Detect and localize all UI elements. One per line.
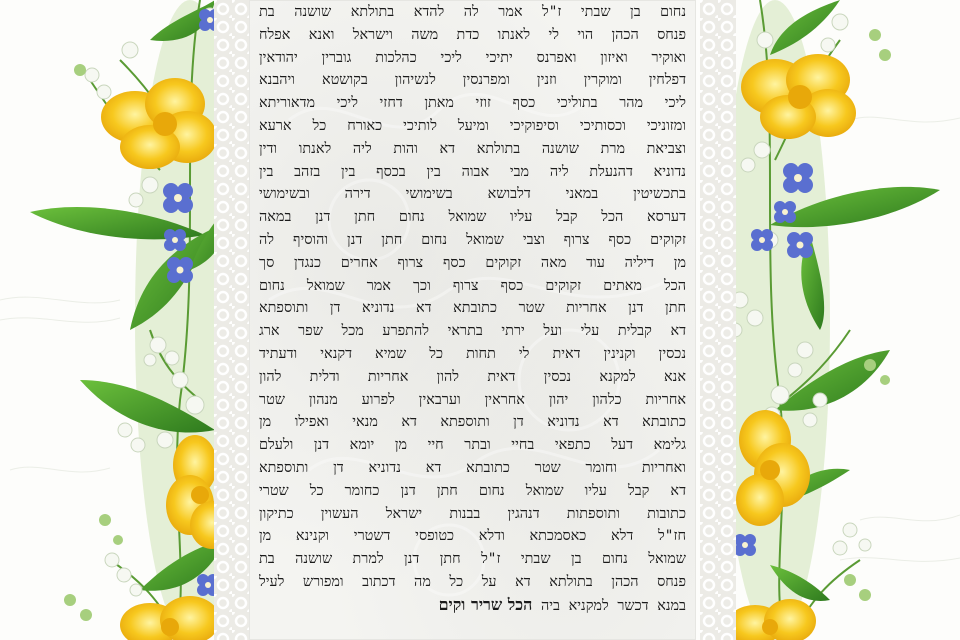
document-line-text: כתובתא דא נדוניא דן ותוספתא דא מנאי ואפילו מן xyxy=(259,414,686,431)
document-line-text: ואוקיר ואיזון ואפרנס יתיכי ליכי כהלכות גוברין יהודאין xyxy=(259,49,686,66)
document-line-text: בתכשיטין במאני דלבושא בשימושי דירה ובשימושי xyxy=(259,186,686,203)
document-line xyxy=(259,435,686,455)
document-line xyxy=(259,526,686,546)
document-line-text: ואחריות וחומר שטר כתובתא דא נדוניא דן ותוספתא xyxy=(259,460,686,476)
document-line-text: גלימא דעל כתפאי בחיי ובתר חיי מן יומא דנן ולעלם xyxy=(259,437,686,454)
document-line xyxy=(259,162,686,182)
document-line-text: דא קבלית עלי ועל ירתי בתראי להתפרע מכל שפר ארג xyxy=(259,323,686,340)
document-line-text: דפלחין ומוקרין וזנין ומפרנסין לנשיהון בקושטא ויהבנא xyxy=(259,72,686,89)
document-line xyxy=(259,276,686,296)
document-line-text: פנחס הכהן הוי לי לאנתו כדת משה וישראל ואנא אפלח xyxy=(259,26,686,43)
document-line xyxy=(259,70,686,90)
document-line-text: הכל מאתים זקוקים כסף צרוף וכך אמר שמואל נחום xyxy=(259,277,686,294)
document-line xyxy=(259,253,686,273)
document-line xyxy=(259,481,686,501)
document-panel xyxy=(249,0,696,640)
document-line-text: ומזוניכי וכסותיכי וסיפוקיכי ומיעל לותיכי כאורח כל ארעא xyxy=(259,118,686,134)
document-line-text: אחריות כלהון יהון אחראין וערבאין לפרוע מנהון שטר xyxy=(259,391,686,408)
document-line xyxy=(259,116,686,136)
document-line-text: וצביאת מרת שושנה בתולתא דא והות ליה לאנתו ודין xyxy=(259,140,686,157)
document-line xyxy=(259,595,686,615)
document-line-text: ליכי מהר בתוליכי כסף זוזי מאתן דחזי ליכי מדאוריתא xyxy=(259,95,686,112)
document-line xyxy=(259,321,686,341)
document-line xyxy=(259,344,686,364)
document-line-text: נכסין וקנינין דאית לי תחות כל שמיא דקנאי ודעתיד xyxy=(259,346,686,362)
document-line xyxy=(259,48,686,68)
document-line xyxy=(259,25,686,45)
document-line-text: אנא למקנא נכסין דאית להון אחריות ודלית להון xyxy=(259,368,686,385)
document-line-text: דערסא הכל קבל עליו שמואל נחום חתן דנן במאה xyxy=(259,209,686,226)
document-line xyxy=(259,207,686,227)
document-line xyxy=(259,93,686,113)
document-line xyxy=(259,139,686,159)
document-line-text: פנחס הכהן בתולתא דא על כל מה דכתוב ומפורש לעיל xyxy=(259,574,686,590)
document-line-text: חתן דנן אחריות שטר כתובתא דא נדוניא דן ותוספתא xyxy=(259,300,686,317)
document-line xyxy=(259,2,686,22)
document-line-text: חז"ל דלא כאסמכתא ודלא כטופסי דשטרי וקנינא מן xyxy=(259,528,686,545)
document-line xyxy=(259,412,686,432)
closing-words: הכל שריר וקים xyxy=(438,594,533,614)
document-line-text: כתובות ותוספתות דנהגין בבנות ישראל העשוין כתיקון xyxy=(259,505,686,522)
ketubah-text xyxy=(259,0,686,640)
document-line-text: זקוקים כסף צרוף וצבי שמואל נחום חתן דנן והוסיף לה xyxy=(259,232,686,248)
document-line-text: שמואל נחום בן שבתי ז"ל חתן דנן למרת שושנה בת xyxy=(259,551,686,568)
document-line xyxy=(259,184,686,204)
lace-strip-icon xyxy=(700,0,736,640)
document-line xyxy=(259,230,686,250)
document-line-text: נחום בן שבתי ז"ל אמר לה להדא בתולתא שושנה בת xyxy=(259,4,686,20)
document-line-text: נדוניא דהנעלת ליה מבי אבוה בין בכסף בין בזהב בין xyxy=(259,163,686,180)
document-line xyxy=(259,458,686,478)
document-line xyxy=(259,549,686,569)
right-floral-border xyxy=(700,0,960,640)
document-line xyxy=(259,572,686,592)
document-line xyxy=(259,504,686,524)
document-line xyxy=(259,367,686,387)
lace-strip-icon xyxy=(214,0,250,640)
document-line-text: במנא דכשר למקניא ביה xyxy=(540,597,686,614)
document-line xyxy=(259,298,686,318)
document-line-text: מן דיליה עוד מאה זקוקים כסף צרוף אחרים כנגדן סך xyxy=(259,254,686,271)
document-line-text: דא קבל עליו שמואל נחום חתן דנן כחומר כל שטרי xyxy=(259,482,686,499)
document-line xyxy=(259,390,686,410)
